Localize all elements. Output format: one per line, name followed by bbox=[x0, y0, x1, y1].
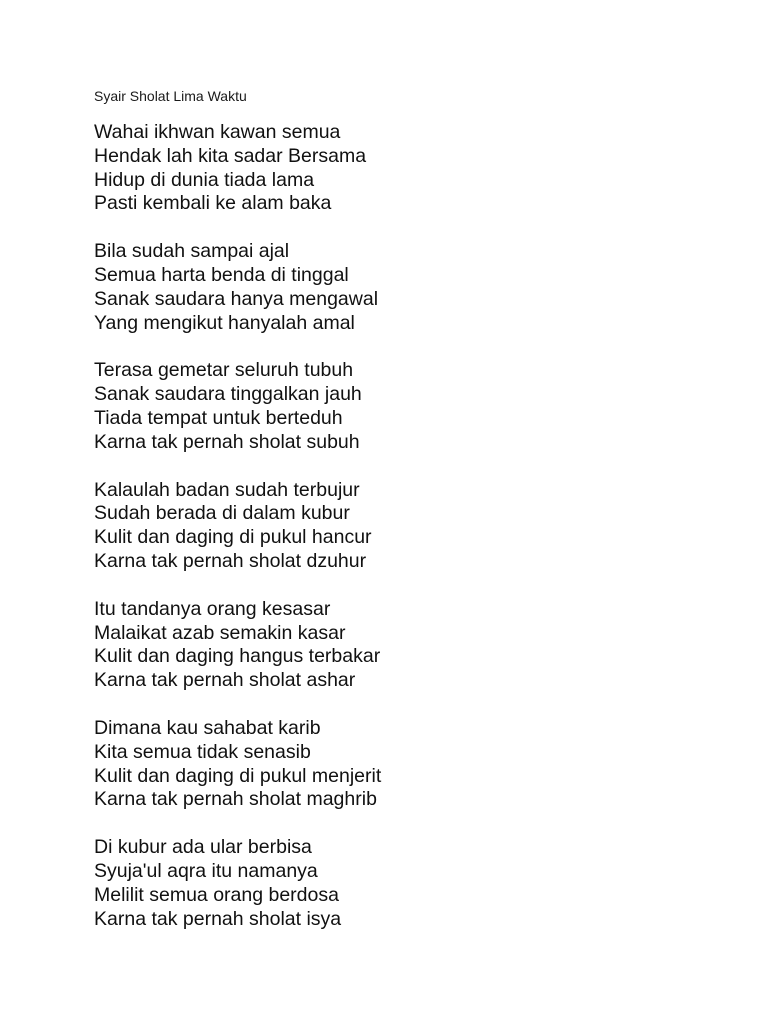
stanza-4 bbox=[94, 479, 694, 574]
stanza-6 bbox=[94, 717, 694, 812]
poem-line: Sudah berada di dalam kubur bbox=[94, 502, 350, 525]
poem-line: Melilit semua orang berdosa bbox=[94, 883, 339, 906]
stanza-7 bbox=[94, 836, 694, 931]
poem-line: Kulit dan daging di pukul menjerit bbox=[94, 764, 382, 787]
poem-line: Kita semua tidak senasib bbox=[94, 740, 311, 763]
poem-line: Tiada tempat untuk berteduh bbox=[94, 406, 343, 429]
poem-line: Hidup di dunia tiada lama bbox=[94, 168, 315, 191]
poem-line: Malaikat azab semakin kasar bbox=[94, 621, 346, 644]
poem-line: Yang mengikut hanyalah amal bbox=[94, 311, 355, 334]
poem-line: Kalaulah badan sudah terbujur bbox=[94, 478, 360, 501]
poem-line: Itu tandanya orang kesasar bbox=[94, 597, 331, 620]
poem-line: Sanak saudara hanya mengawal bbox=[94, 287, 379, 310]
poem-line: Karna tak pernah sholat subuh bbox=[94, 430, 360, 453]
poem-line: Bila sudah sampai ajal bbox=[94, 240, 290, 263]
poem-line: Pasti kembali ke alam baka bbox=[94, 192, 332, 215]
poem-line: Semua harta benda di tinggal bbox=[94, 263, 349, 286]
poem-line: Terasa gemetar seluruh tubuh bbox=[94, 359, 354, 382]
poem-line: Sanak saudara tinggalkan jauh bbox=[94, 383, 362, 406]
poem-line: Wahai ikhwan kawan semua bbox=[94, 121, 341, 143]
stanza-2 bbox=[94, 240, 694, 335]
poem-line: Kulit dan daging hangus terbakar bbox=[94, 645, 381, 668]
poem-line: Karna tak pernah sholat dzuhur bbox=[94, 549, 367, 572]
poem-line: Dimana kau sahabat karib bbox=[94, 716, 321, 739]
poem-line: Hendak lah kita sadar Bersama bbox=[94, 144, 367, 167]
poem-body bbox=[94, 121, 694, 955]
poem-line: Syuja'ul aqra itu namanya bbox=[94, 859, 318, 882]
poem-line: Karna tak pernah sholat isya bbox=[94, 907, 342, 930]
poem-line: Karna tak pernah sholat ashar bbox=[94, 669, 356, 692]
poem-line: Di kubur ada ular berbisa bbox=[94, 836, 312, 859]
poem-line: Kulit dan daging di pukul hancur bbox=[94, 526, 372, 549]
poem-line: Karna tak pernah sholat maghrib bbox=[94, 788, 377, 811]
stanza-1 bbox=[94, 121, 694, 216]
stanza-3 bbox=[94, 359, 694, 454]
document-title: Syair Sholat Lima Waktu bbox=[94, 88, 247, 104]
stanza-5 bbox=[94, 598, 694, 693]
